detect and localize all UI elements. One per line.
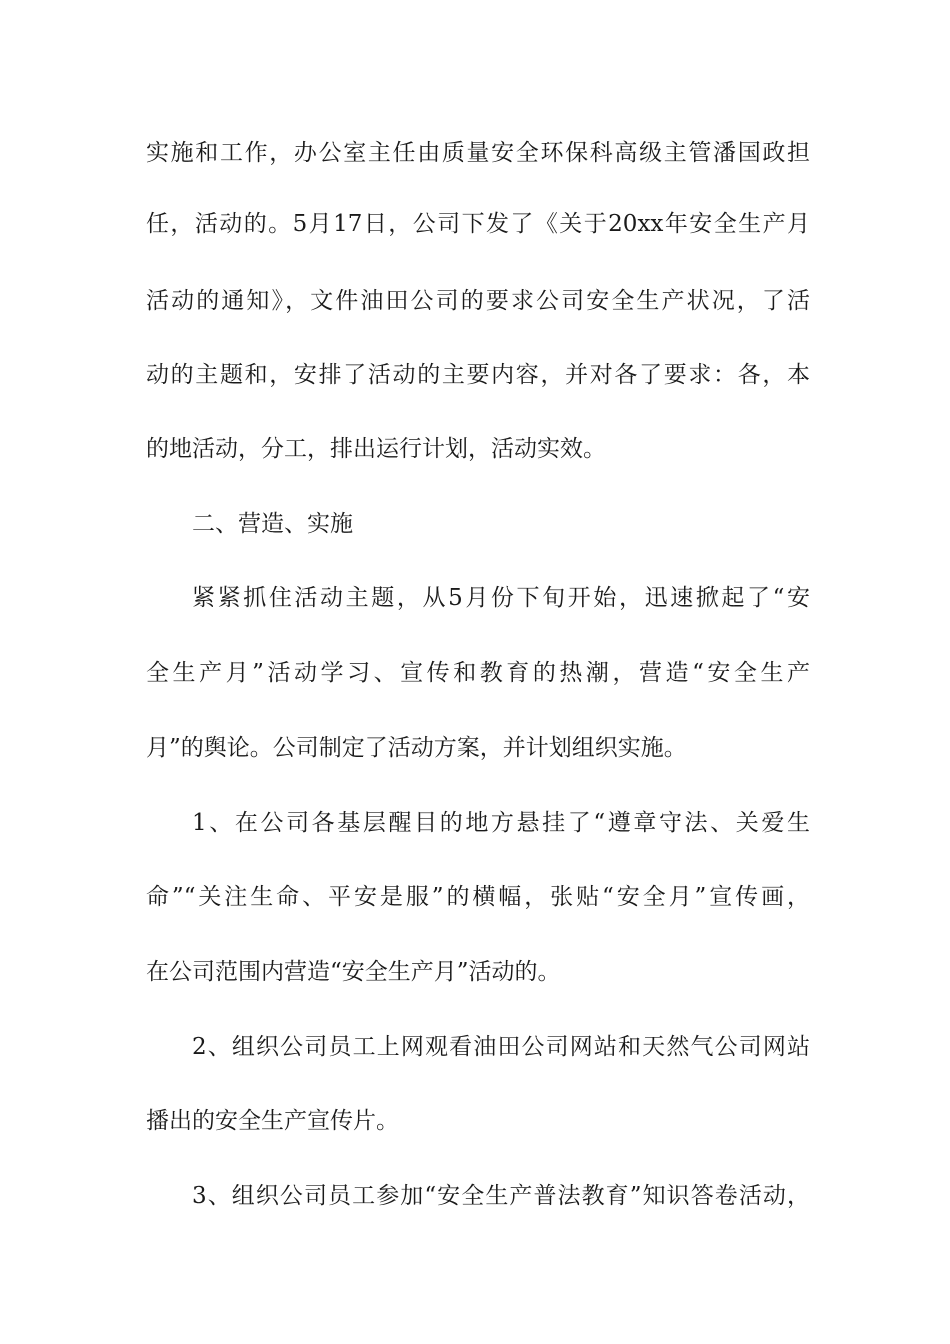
text-line: 1、在公司各基层醒目的地方悬挂了“遵章守法、关爱生 bbox=[192, 810, 810, 836]
text-line: 动的主题和，安排了活动的主要内容，并对各了要求：各，本 bbox=[146, 362, 810, 388]
text-line: 的地活动，分工，排出运行计划，活动实效。 bbox=[146, 436, 606, 462]
text-line: 月”的舆论。公司制定了活动方案，并计划组织实施。 bbox=[146, 735, 687, 761]
text-line: 3、组织公司员工参加“安全生产普法教育”知识答卷活动， bbox=[192, 1183, 810, 1209]
section-heading: 二、营造、实施 bbox=[192, 511, 353, 537]
text-line: 任，活动的。5月17日，公司下发了《关于20xx年安全生产月 bbox=[146, 211, 810, 237]
text-line: 实施和工作，办公室主任由质量安全环保科高级主管潘国政担 bbox=[146, 140, 810, 166]
text-line: 播出的安全生产宣传片。 bbox=[146, 1108, 399, 1134]
text-line: 紧紧抓住活动主题，从5月份下旬开始，迅速掀起了“安 bbox=[192, 585, 810, 611]
text-line: 活动的通知》，文件油田公司的要求公司安全生产状况，了活 bbox=[146, 288, 810, 314]
text-line: 2、组织公司员工上网观看油田公司网站和天然气公司网站 bbox=[192, 1034, 810, 1060]
text-line: 全生产月”活动学习、宣传和教育的热潮，营造“安全生产 bbox=[146, 660, 810, 686]
text-line: 在公司范围内营造“安全生产月”活动的。 bbox=[146, 959, 561, 985]
text-line: 命”“关注生命、平安是服”的横幅，张贴“安全月”宣传画， bbox=[146, 884, 810, 910]
